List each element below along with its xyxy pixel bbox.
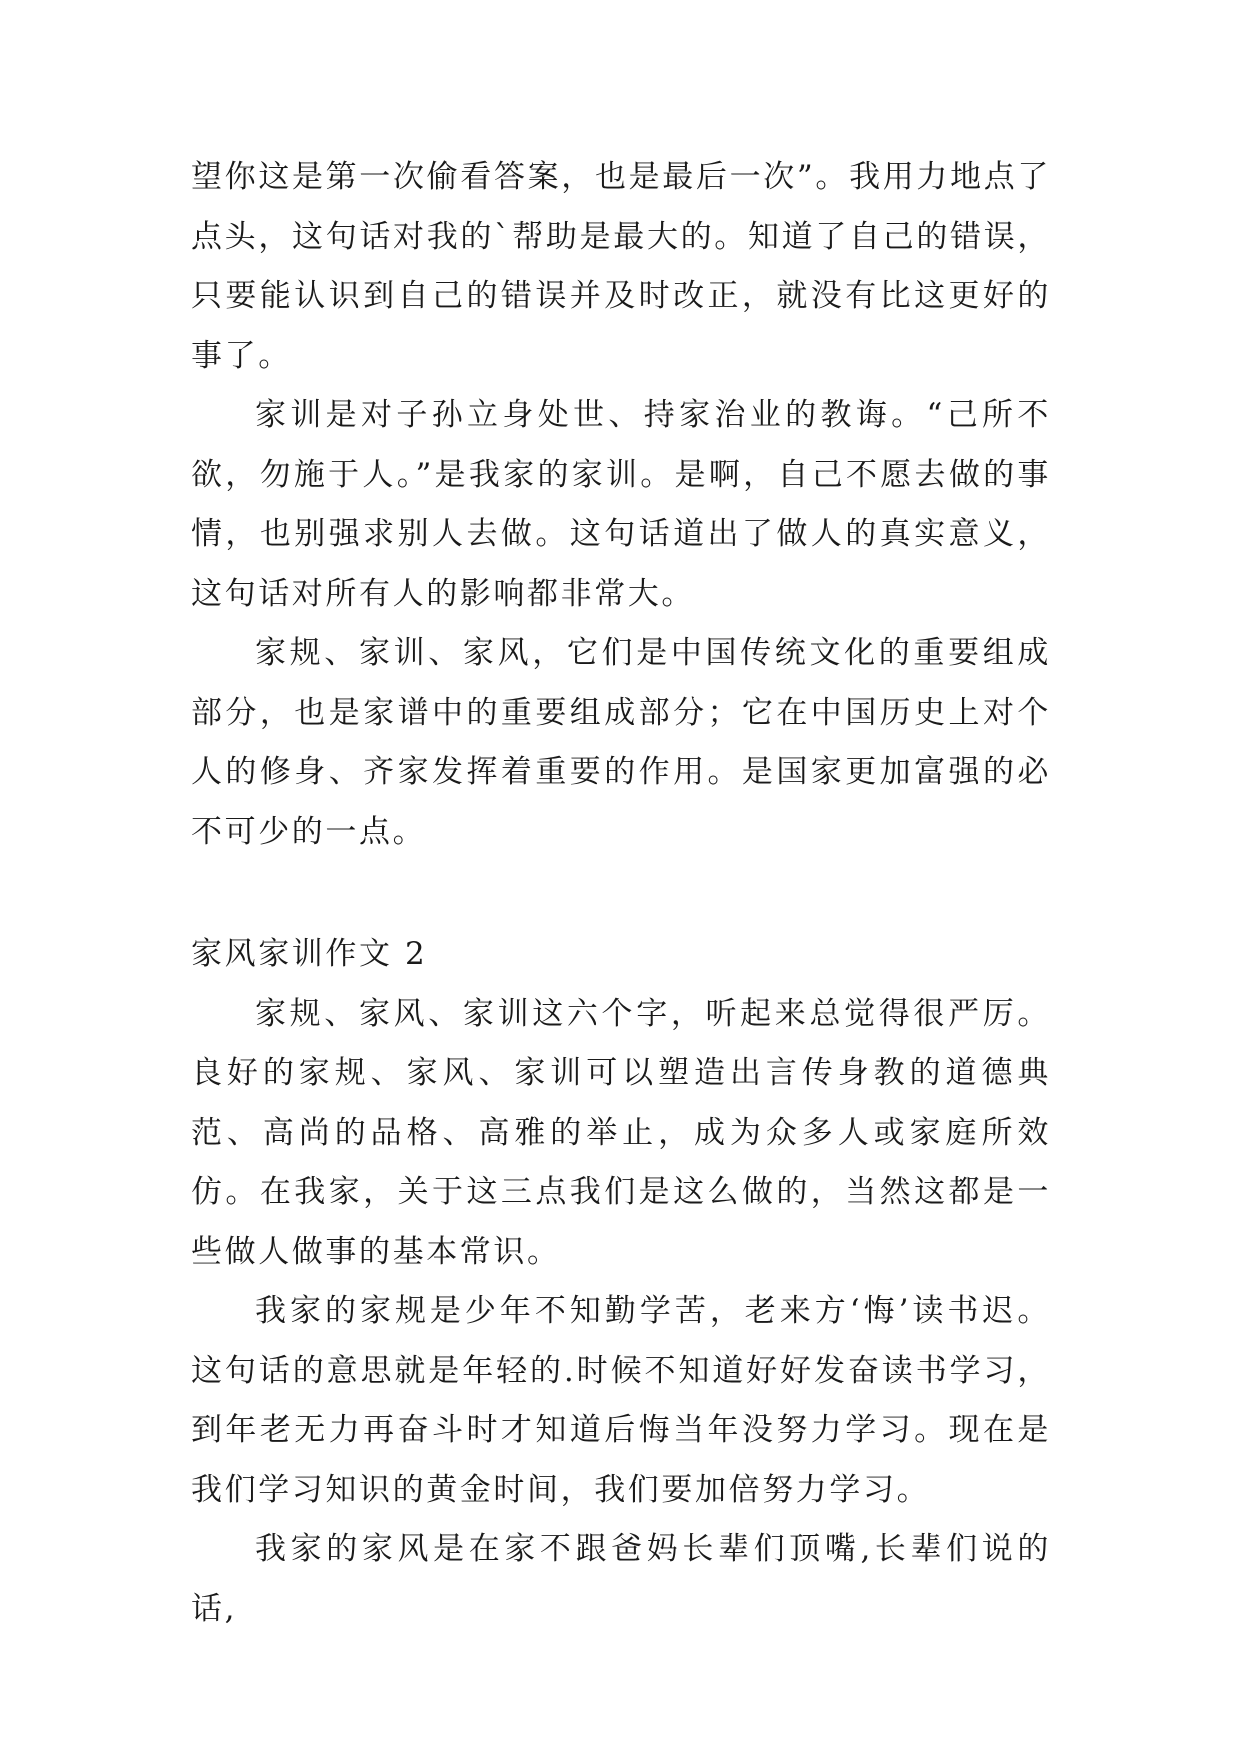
- document-body: [191, 148, 1051, 1639]
- section-heading: 家风家训作文 2: [191, 936, 428, 972]
- continuation-paragraph: 望你这是第一次偷看答案，也是最后一次”。我用力地点了点头，这句话对我的`帮助是最大的。知道了自己的错误，只要能认识到自己的错误并及时改正，就没有比这更好的事了。: [191, 159, 1051, 374]
- paragraph-family-rules: 我家的家规是少年不知勤学苦，老来方‘悔’读书迟。这句话的意思就是年轻的.时候不知道好好发奋读书学习，到年老无力再奋斗时才知道后悔当年没努力学习。现在是我们学习知识的黄金时间，我们要加倍努力学习。: [191, 1293, 1051, 1508]
- paragraph-family-traditions: 家规、家训、家风，它们是中国传统文化的重要组成部分，也是家谱中的重要组成部分；它在中国历史上对个人的修身、齐家发挥着重要的作用。是国家更加富强的必不可少的一点。: [191, 635, 1051, 850]
- paragraph-intro: 家规、家风、家训这六个字，听起来总觉得很严厉。良好的家规、家风、家训可以塑造出言传身教的道德典范、高尚的品格、高雅的举止，成为众多人或家庭所效仿。在我家，关于这三点我们是这么做的，当然这都是一些做人做事的基本常识。: [191, 995, 1051, 1270]
- paragraph-family-style: 我家的家风是在家不跟爸妈长辈们顶嘴,长辈们说的话,: [191, 1531, 1051, 1627]
- paragraph-family-motto: 家训是对子孙立身处世、持家治业的教诲。“己所不欲，勿施于人。”是我家的家训。是啊，自己不愿去做的事情，也别强求别人去做。这句话道出了做人的真实意义，这句话对所有人的影响都非常大。: [191, 397, 1051, 612]
